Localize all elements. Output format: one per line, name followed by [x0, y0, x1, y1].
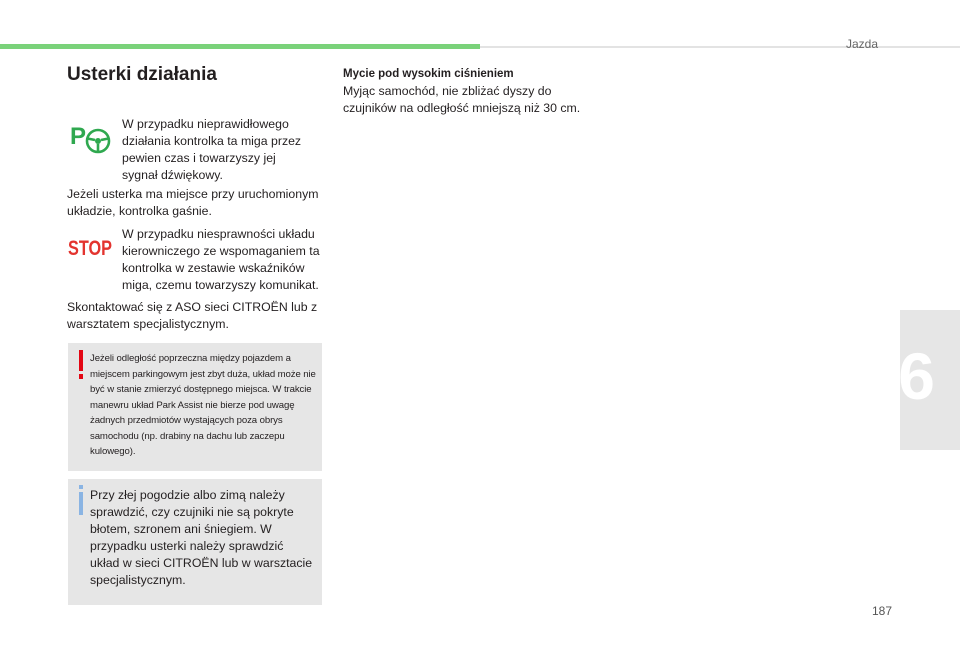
info-box-text: Przy złej pogodzie albo zimą należy sprawdzić, czy czujniki nie są pokryte błotem, szronem ani śniegiem. W przypadku usterki należy sprawdzić układ w sieci CITROËN lub w warsztacie specjalistycznym. — [90, 488, 313, 587]
high-pressure-washing-heading: Mycie pod wysokim ciśnieniem — [343, 68, 514, 80]
section-accent-bar — [0, 44, 480, 49]
page-number: 187 — [871, 604, 892, 618]
info-icon — [78, 485, 84, 515]
warning-box-text: Jeżeli odległość poprzeczna między pojazdem a miejscem parkingowym jest zbyt duża, układ może nie być w stanie zmierzyć dostępnego miejsca. W trakcie manewru układ Park Assist nie bierze pod uwagę żadnych przedmiotów wystających poza obrys samochodu (np. drabiny na dachu lub zaczepu kulowego). — [90, 353, 316, 457]
section-name: Jazda — [845, 37, 878, 51]
stop-warning-text: W przypadku niesprawności układu kierowniczego ze wspomaganiem ta kontrolka w zestawie wskaźników miga, czemu towarzyszy komunikat. — [122, 227, 320, 292]
chapter-number: 6 — [898, 339, 935, 413]
exclamation-icon — [78, 350, 84, 380]
svg-text:STOP: STOP — [68, 237, 112, 260]
fault-on-start-text: Jeżeli usterka ma miejsce przy uruchomionym układzie, kontrolka gaśnie. — [67, 187, 319, 218]
stop-warning-icon — [68, 236, 112, 258]
svg-text:P: P — [70, 123, 87, 150]
header-divider — [480, 46, 960, 48]
info-box — [68, 479, 322, 605]
p-warning-text: W przypadku nieprawidłowego działania kontrolka ta miga przez pewien czas i towarzyszy jej sygnał dźwiękowy. — [122, 117, 302, 182]
warning-box — [68, 343, 322, 471]
high-pressure-washing-text: Myjąc samochód, nie zbliżać dyszy do czujników na odległość mniejszą niż 30 cm. — [343, 84, 581, 115]
contact-text: Skontaktować się z ASO sieci CITROËN lub z warsztatem specjalistycznym. — [67, 300, 318, 331]
parking-steering-warning-icon — [70, 121, 112, 155]
page-title: Usterki działania — [67, 64, 217, 85]
